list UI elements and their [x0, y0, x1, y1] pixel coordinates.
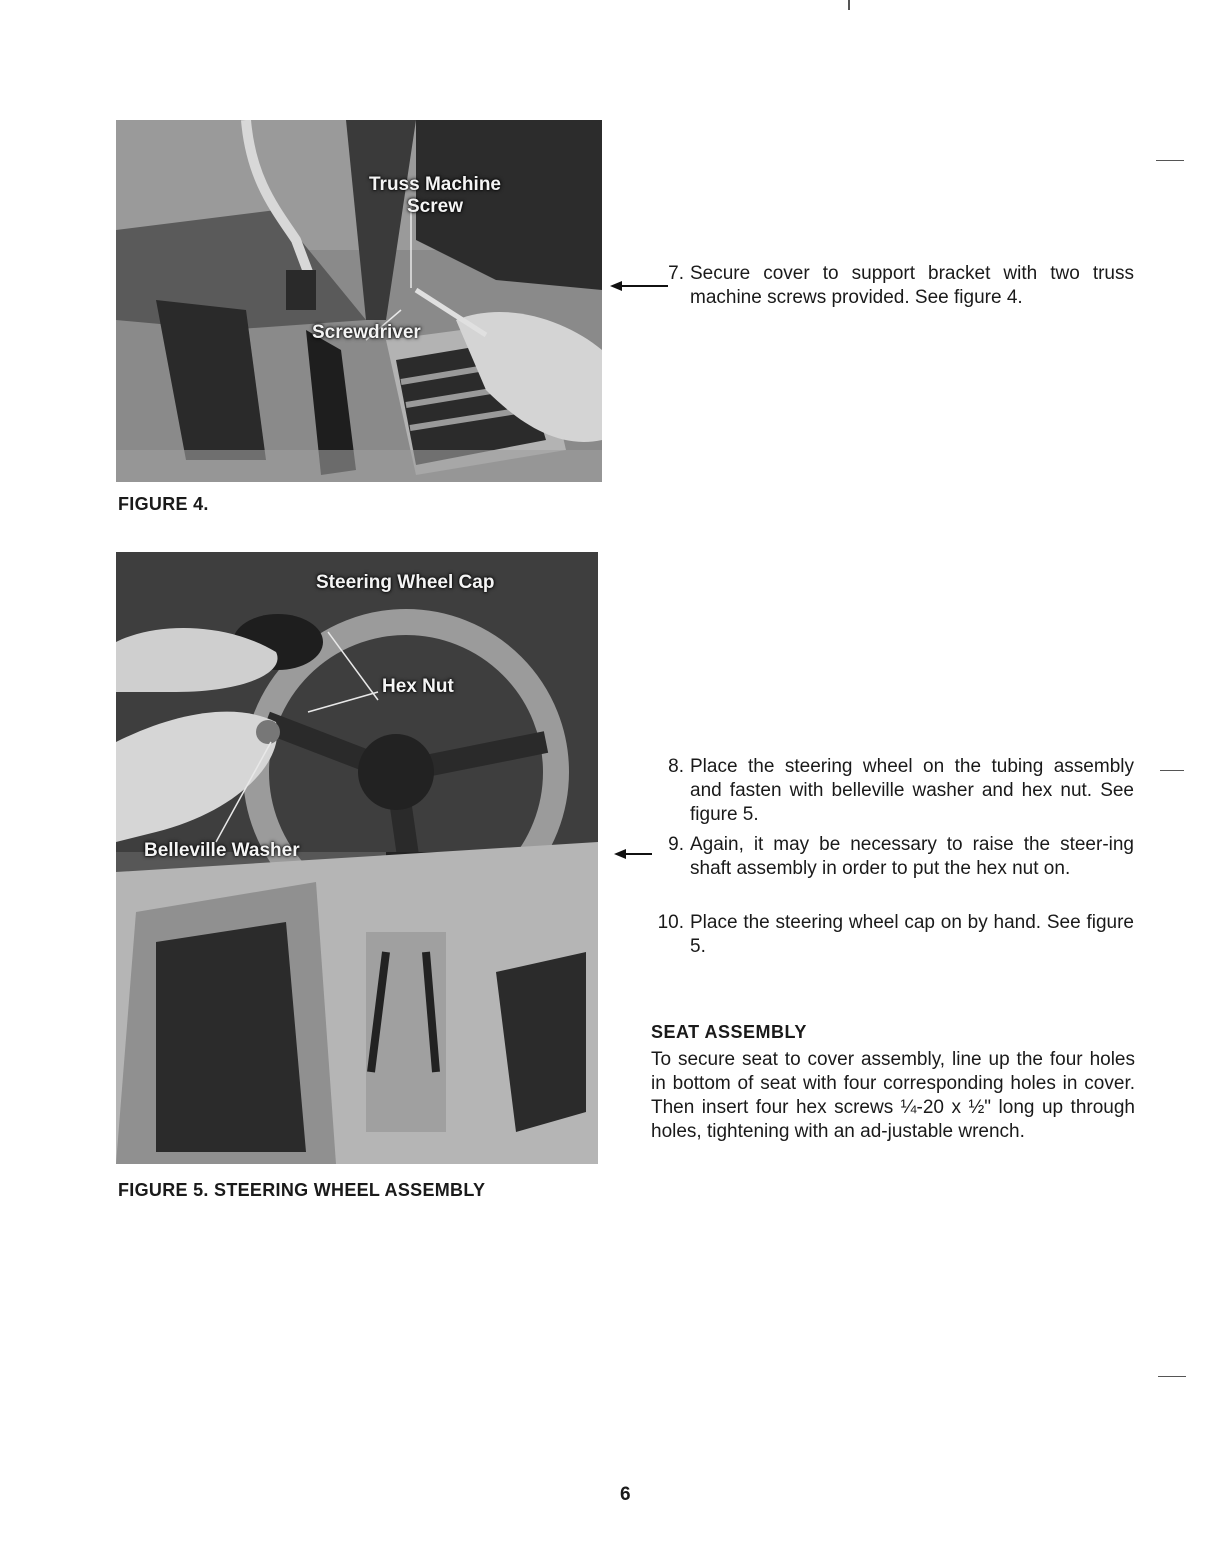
figure-4-caption: FIGURE 4.	[118, 494, 209, 514]
figure-4-image	[116, 120, 602, 482]
steering-wheel-cap-label: Steering Wheel Cap	[316, 572, 495, 593]
step-text: Secure cover to support bracket with two truss machine screws provided. See figure 4.	[690, 263, 1134, 308]
truss-machine-screw-label: Truss Machine Screw	[369, 174, 501, 217]
arrow-left-icon	[614, 846, 654, 862]
belleville-washer-label: Belleville Washer	[144, 840, 300, 861]
scan-mark	[1160, 770, 1184, 771]
page-number: 6	[620, 1484, 631, 1505]
screwdriver-label: Screwdriver	[312, 322, 421, 343]
scan-mark	[1156, 160, 1184, 161]
scan-mark	[1158, 1376, 1186, 1377]
seat-assembly-heading: SEAT ASSEMBLY	[651, 1022, 807, 1042]
step-number: 7.	[668, 263, 684, 284]
step-text: Again, it may be necessary to raise the steer-ing shaft assembly in order to put the hex nut on.	[690, 834, 1134, 879]
step-text: Place the steering wheel cap on by hand. See figure 5.	[690, 912, 1134, 957]
figure-5-photo	[116, 552, 598, 1164]
step-number: 8.	[668, 756, 684, 777]
step-text: Place the steering wheel on the tubing assembly and fasten with belleville washer and hex nut. See figure 5.	[690, 756, 1134, 825]
figure-5-caption: FIGURE 5. STEERING WHEEL ASSEMBLY	[118, 1180, 486, 1200]
figure-4-photo	[116, 120, 602, 482]
hex-nut-label: Hex Nut	[382, 676, 454, 697]
scan-mark	[848, 0, 850, 10]
step-number: 9.	[668, 834, 684, 855]
step-number: 10.	[657, 912, 684, 933]
seat-assembly-text: To secure seat to cover assembly, line up the four holes in bottom of seat with four corresponding holes in cover. Then insert four hex screws ¼-20 x ½" long up through holes, tightening with an ad-justable wrench.	[651, 1049, 1135, 1142]
